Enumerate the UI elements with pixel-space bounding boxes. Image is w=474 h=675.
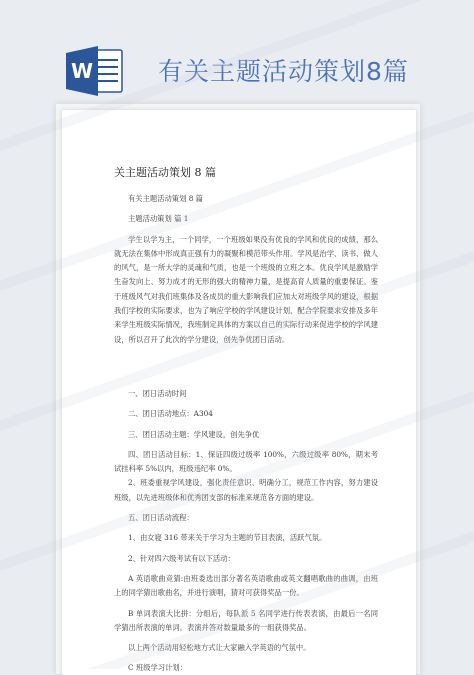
document-banner — [0, 0, 474, 118]
doc-item-location: 二、团日活动地点：A304 — [128, 409, 213, 419]
document-title: 有关主题活动策划8篇 — [158, 57, 409, 86]
word-logo-letter: W — [70, 59, 94, 83]
doc-item-time: 一、团日活动时间 — [128, 388, 187, 398]
page-heading: 关主题活动策划 8 篇 — [114, 166, 216, 179]
doc-flow-activity-c: C 班级学习计划： — [128, 663, 187, 673]
doc-item-goal: 四、团日活动目标：1、保证四级过级率 100%，六级过级率 80%，期末考试挂科率 5%以内，班级违纪率 0%。 — [114, 449, 378, 474]
doc-flow-step-1: 1、由女寝 316 带来关于学习为主题的节目表演，活跃气氛。 — [128, 533, 327, 543]
page-content — [114, 164, 378, 675]
doc-item-goal-2: 2、班委重视学风建设，强化责任意识、明确分工，规范工作内容，努力建设班级，以先进班级体和优秀团支部的标准来规范各方面的建设。 — [114, 478, 378, 502]
doc-flow-activity-a: A 英语歌曲竞猜:由班委选出部分著名英语歌曲或英文翻唱歌曲的曲调，由班上的同学猜出歌曲名，并进行演唱，猜对可获得奖品一份。 — [114, 573, 378, 598]
doc-item-flow: 五、团日活动流程： — [128, 513, 194, 523]
doc-item-theme: 三、团日活动主题：学风建设，创先争优 — [128, 429, 260, 439]
word-app-icon — [66, 46, 124, 96]
doc-intro-paragraph: 学生以学为主，一个同学，一个班级如果没有优良的学风和优良的成绩，那么就无法在集体中形成真正强有力的凝聚和模范带头作用。学风是治学、读书、做人的风气，是一所大学的灵魂和气质，也是一个班级的立班之本。优良学风是激励学生奋发向上、努力成才的无形的强大的精神力量，是提高育人质量的重要保证。鉴于班级风气对我们班集体及各成员的重大影响我们应加大对班级学风的建设，根据我们学校的实际要求，也为了响应学校的学风建设计划，配合学院要求安排及多年来学生班级实际情况，我班制定具体的方案以自己的实际行动来促进学校的学风建设，所以召开了此次的学分建设，创先争优团日活动。 — [114, 234, 378, 344]
doc-section-title: 主题活动策划 篇 1 — [128, 214, 189, 224]
doc-subheading: 有关主题活动策划 8 篇 — [128, 194, 203, 203]
doc-flow-step-2: 2、针对四六级考试有以下活动： — [128, 553, 235, 563]
doc-flow-activity-b: B 单词表演大比拼：分组后，每队派 5 名同学进行传表表演，由最后一名同学猜出所表演的单词。表演并答对数量最多的一组获得奖品。 — [114, 608, 378, 632]
document-page — [62, 110, 416, 675]
doc-flow-summary: 以上两个活动用轻松地方式让大家融入学英语的气氛中。 — [128, 643, 311, 653]
